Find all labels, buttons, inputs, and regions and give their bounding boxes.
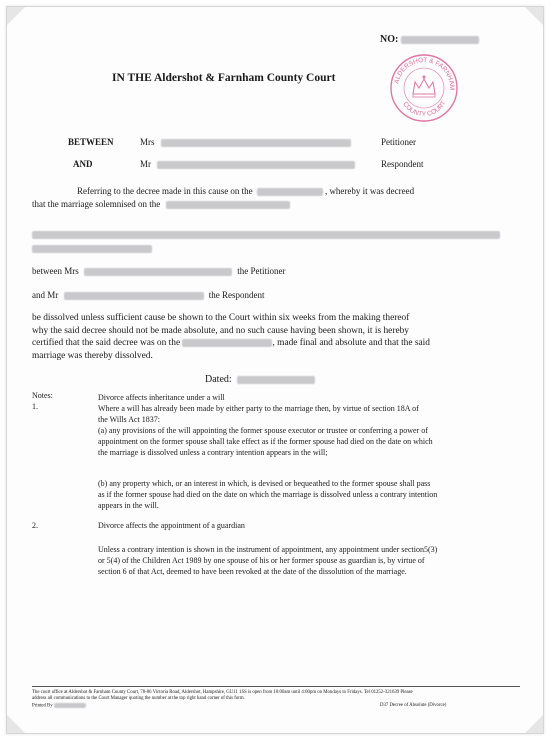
note-1: Divorce affects inheritance under a will Where a will has already been made by either party to the marriage then, by virtue of section 18A of the Wills Act 1837: (a) any provisions of the will appointing the former spouse executor or trustee or conferring a power of appointment on the former spouse shall take effect as if the former spouse had died on the date on which the marriage is dissolved unless a contrary intention appears in the will; [98,392,518,458]
printed-by: Printed By [32,703,86,709]
respondent-name [140,158,355,170]
photo-corner-bottom-right [525,715,543,733]
respondent-role: Respondent [381,159,424,169]
petitioner-role: Petitioner [381,137,416,147]
marriage-place-redacted-2 [32,240,152,258]
note-2-heading: Divorce affects the appointment of a guardian [98,521,245,530]
petitioner-full-name-redacted [84,268,232,276]
notes-label: Notes: [32,391,53,400]
case-number-label: NO: [380,34,399,45]
footer-address: The court office at Aldershot & Farnham County Court, 78-86 Victoria Road, Aldershot, Hampshire, GU11 1SS is open from 10:00am until 4:00pm on Mondays to Fridays. Tel 01252-321639 Please address all communications to the Court Manager quoting the number at the top right hand corner of this form. [32,690,413,701]
marriage-line: that the marriage solemnised on the [32,198,290,210]
photo-corner-bottom-left [7,715,25,733]
and-label: AND [73,159,93,169]
photo-corner-top-right [525,7,543,25]
court-title: IN THE Aldershot & Farnham County Court [112,72,336,84]
petitioner-name-redacted [161,139,351,147]
respondent-name-redacted [157,161,355,169]
case-number-redacted [401,36,479,44]
marriage-date-redacted [166,201,290,209]
note-2-number: 2. [32,521,38,530]
dated-line: Dated: [205,374,315,385]
petitioner-title: Mrs [140,137,155,147]
dissolution-paragraph: be dissolved unless sufficient cause be shown to the Court within six weeks from the making thereof why the said decree should not be made absolute, and no such cause having been shown, it is hereby certified that the said decree was on the , made final and absolute and that the said marriage was thereby dissolved. [32,313,430,361]
footer-divider [32,686,520,687]
case-number [380,34,479,45]
and-mr-line: and Mr the Respondent [32,290,265,300]
note-2-body: Unless a contrary intention is shown in the instrument of appointment, any appointment under section5(3) or 5(4) of the Children Act 1989 by one spouse of his or her former spouse as guardian is, by virtue of section 6 of that Act, deemed to have been revoked at the date of the dissolution of the marriage. [98,545,438,576]
note-1-b: (b) any property which, or an interest in which, is devised or bequeathed to the former spouse shall pass as if the former spouse had died on the date on which the marriage is dissolved unless a contrary intention appears in the will. [98,479,438,510]
note-1-heading: Divorce affects inheritance under a will [98,393,225,402]
petitioner-name [140,136,351,148]
photo-corner-top-left [7,7,25,25]
form-reference: D37 Decree of Absolute (Divorce) [380,703,447,708]
between-mrs-line: between Mrs the Petitioner [32,266,286,276]
respondent-title: Mr [140,159,151,169]
absolute-date-redacted [182,339,272,347]
decree-date-redacted [257,188,323,196]
note-1-number: 1. [32,402,38,411]
document-page [6,6,544,734]
referring-line: Referring to the decree made in this cause on the , whereby it was decreed [77,186,415,196]
dated-redacted [237,376,315,384]
court-seal-stamp [388,52,460,124]
between-label: BETWEEN [68,137,114,147]
crown-icon [413,76,435,98]
seal-text-top: ALDERSHOT & FARNHAM [393,56,456,91]
respondent-full-name-redacted [64,292,204,300]
seal-text-bottom: COUNTY COURT [401,99,448,119]
